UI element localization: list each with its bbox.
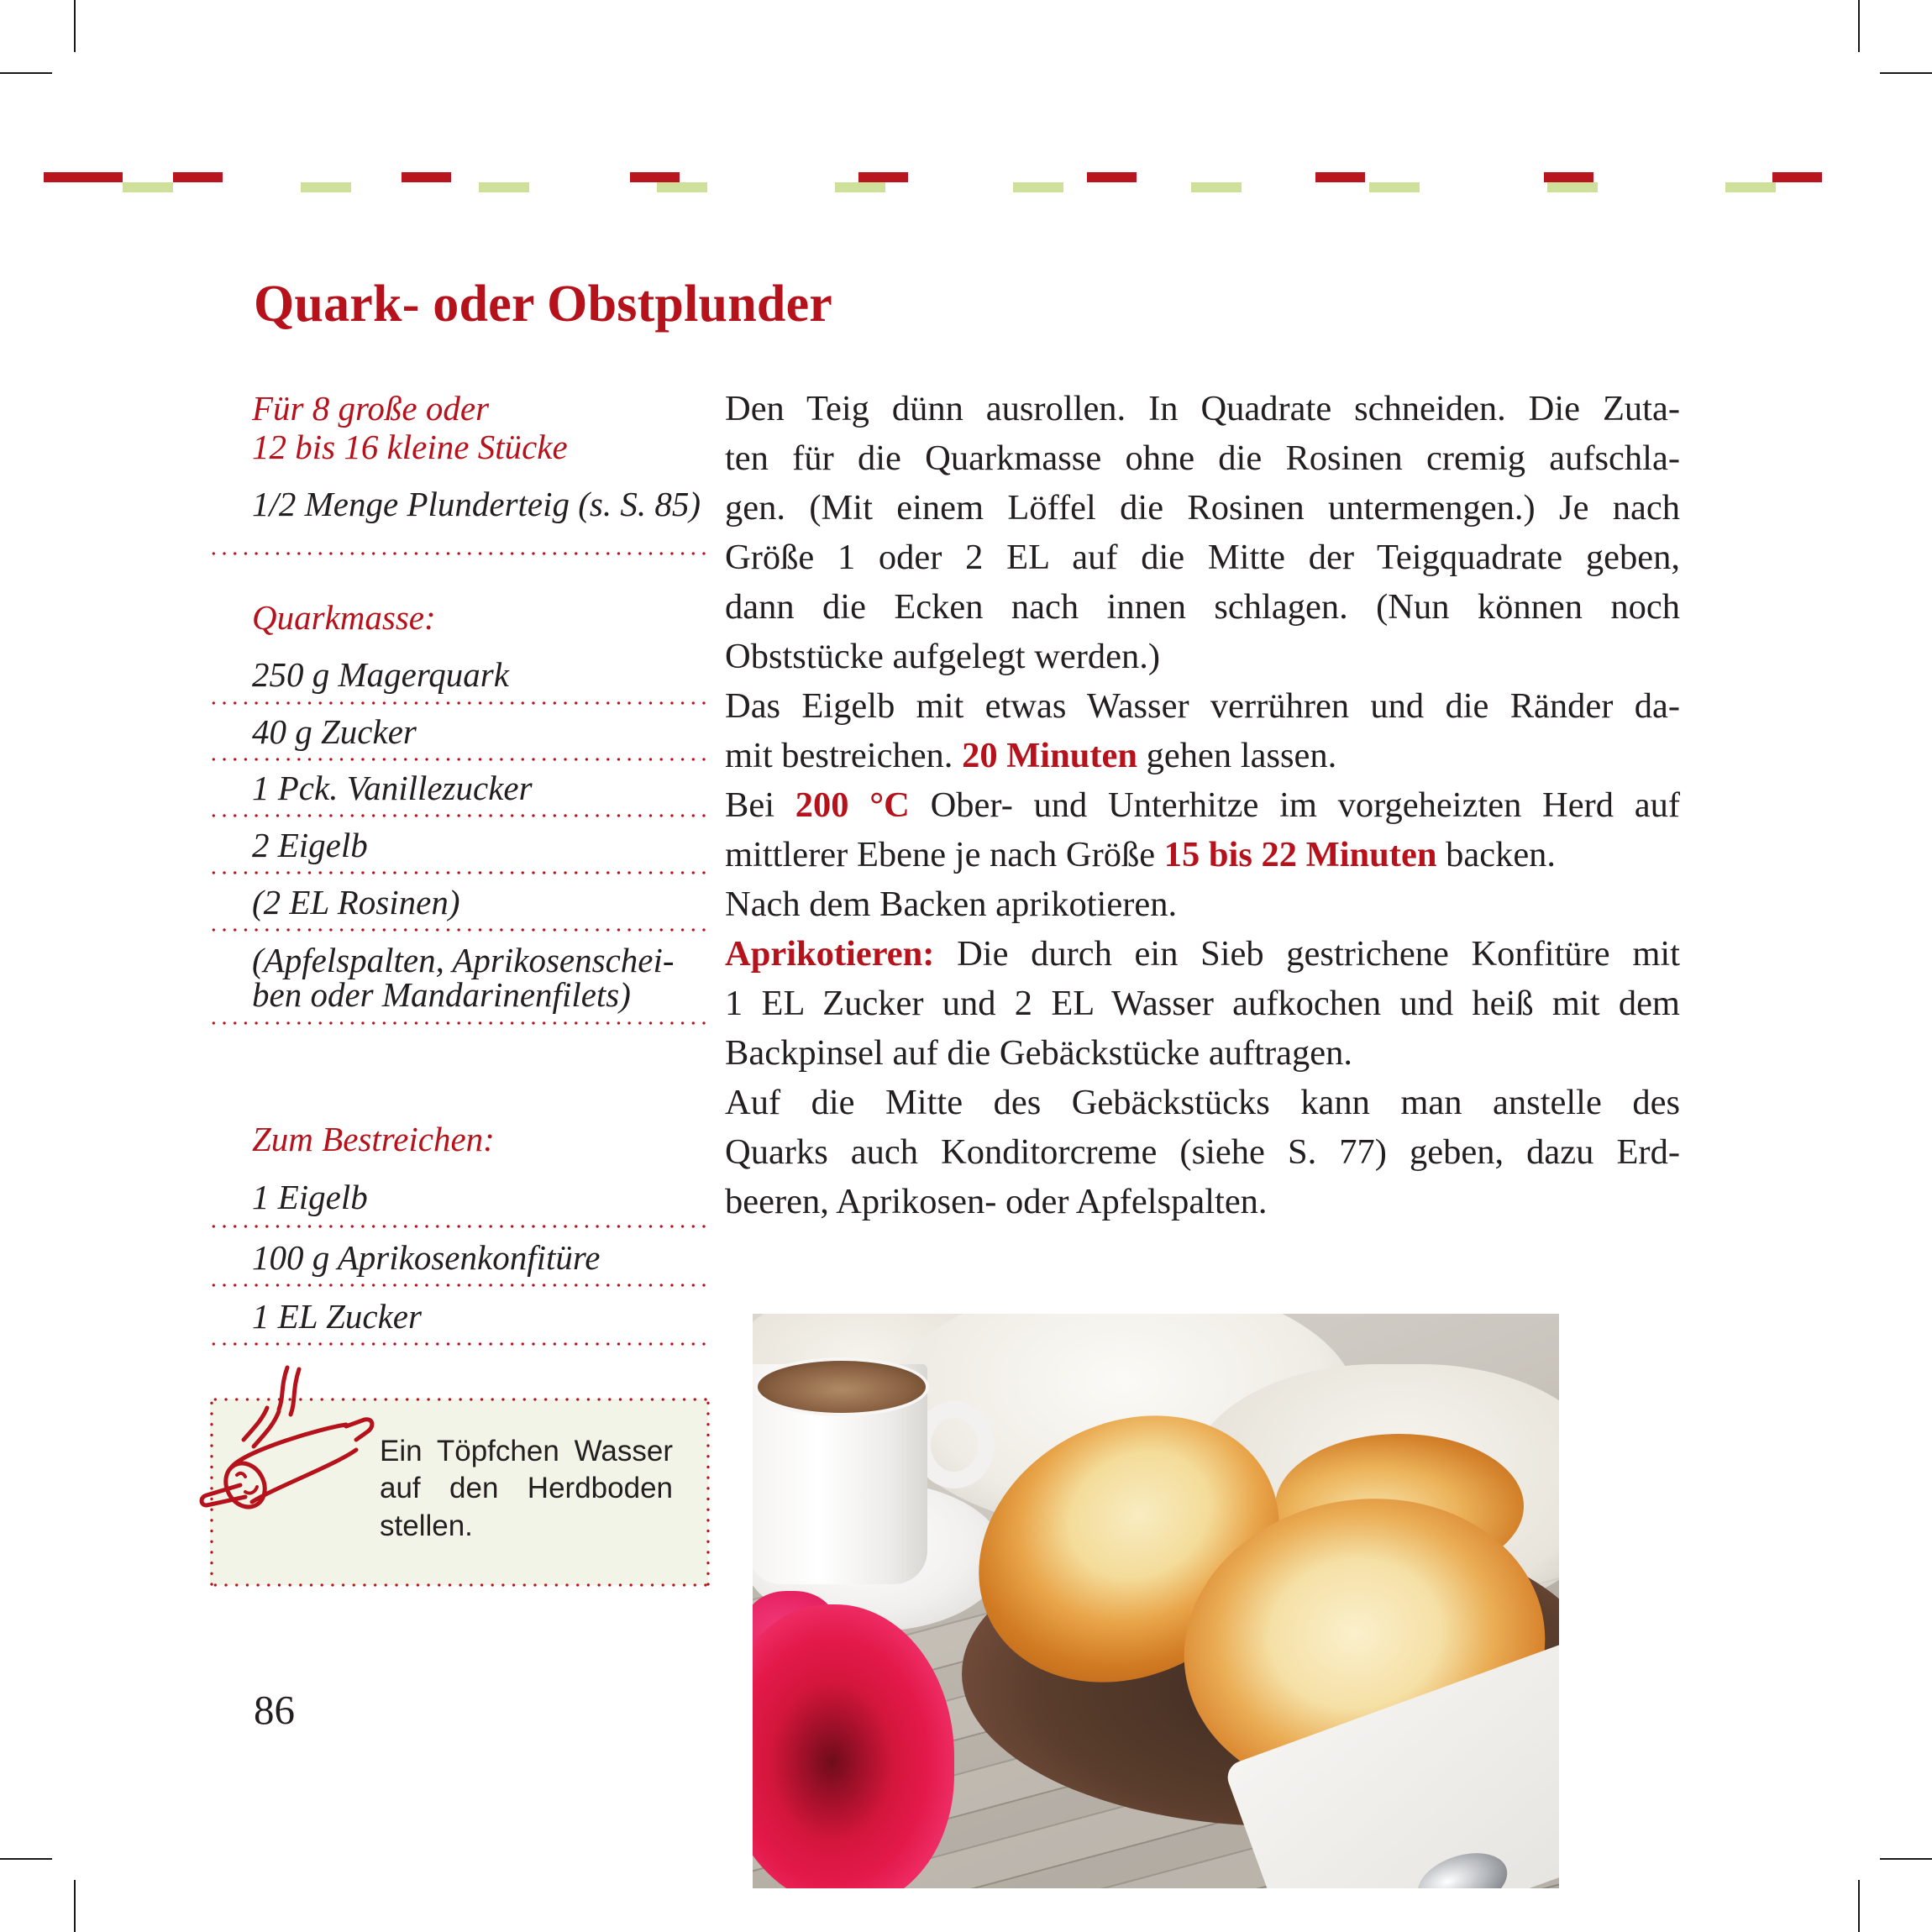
section-heading-quarkmasse: Quarkmasse:: [252, 598, 436, 637]
ingredient-item: 2 Eigelb: [252, 826, 368, 864]
crop-mark: [1858, 0, 1860, 52]
recipe-photo: [753, 1314, 1559, 1888]
instruction-text: Die durch ein Sieb gestrichene Konfitüre mit: [934, 934, 1680, 974]
ingredient-item: (2 EL Rosinen): [252, 883, 460, 921]
tip-box-border: [706, 1398, 710, 1587]
coffee: [754, 1357, 929, 1416]
instruction-line: Quarks auch Konditorcreme (siehe S. 77) geben, dazu Erd-: [725, 1132, 1680, 1172]
instruction-line: dann die Ecken nach innen schlagen. (Nun können noch: [725, 587, 1680, 627]
instruction-line: Nach dem Backen aprikotieren.: [725, 885, 1178, 924]
instruction-line: Obststücke aufgelegt werden.): [725, 637, 1161, 676]
instruction-line: Auf die Mitte des Gebäckstücks kann man anstelle des: [725, 1083, 1680, 1122]
instruction-text: Ober- und Unterhitze im vorgeheizten Herd auf: [909, 785, 1680, 825]
dotted-divider: [208, 871, 709, 874]
instruction-text: gehen lassen.: [1137, 736, 1337, 775]
instruction-text: mittlerer Ebene je nach Größe: [725, 835, 1164, 874]
ingredient-item: 1 EL Zucker: [252, 1297, 422, 1336]
tip-text-line: auf den Herdboden: [380, 1472, 673, 1504]
instruction-text: mit bestreichen.: [725, 736, 963, 775]
highlight-rise-time: 20 Minuten: [962, 736, 1138, 775]
ingredient-item: 40 g Zucker: [252, 712, 417, 751]
highlight-aprikotieren: Aprikotieren:: [725, 934, 935, 974]
ingredient-dough: 1/2 Menge Plunderteig (s. S. 85): [252, 485, 701, 523]
ingredient-item: 250 g Magerquark: [252, 655, 509, 694]
decorative-border-band: [44, 172, 1859, 192]
dotted-divider: [208, 928, 709, 932]
page-number: 86: [254, 1687, 295, 1733]
ingredient-item: (Apfelspalten, Aprikosenschei-: [252, 941, 675, 979]
crop-mark: [1880, 1858, 1932, 1860]
highlight-bake-time: 15 bis 22 Minuten: [1163, 835, 1437, 874]
instruction-line: beeren, Aprikosen- oder Apfelspalten.: [725, 1182, 1268, 1221]
dotted-divider: [208, 1021, 709, 1025]
dotted-divider: [208, 814, 709, 817]
ingredient-item: 100 g Aprikosenkonfitüre: [252, 1238, 601, 1277]
crop-mark: [1858, 1880, 1860, 1932]
instruction-line: Das Eigelb mit etwas Wasser verrühren und die Ränder da-: [725, 686, 1680, 726]
crop-mark: [74, 0, 76, 52]
ingredient-item: 1 Eigelb: [252, 1178, 368, 1216]
instruction-line: Den Teig dünn ausrollen. In Quadrate schneiden. Die Zuta-: [725, 389, 1680, 428]
dotted-divider: [208, 758, 709, 761]
instructions-text: [725, 384, 1680, 1226]
tip-box-border: [210, 1583, 711, 1587]
instruction-line: [725, 929, 1680, 979]
instruction-line: ten für die Quarkmasse ohne die Rosinen cremig aufschla-: [725, 438, 1680, 478]
highlight-temperature: 200 °C: [795, 785, 910, 825]
instruction-line: Backpinsel auf die Gebäckstücke auftragen.: [725, 1033, 1352, 1073]
recipe-title: Quark- oder Obstplunder: [254, 276, 833, 333]
instruction-line: [725, 780, 1680, 830]
instruction-line: [725, 731, 1680, 780]
tip-text-line: Ein Töpfchen Wasser: [380, 1435, 673, 1467]
instruction-text: Bei: [725, 785, 795, 825]
dotted-divider: [208, 1225, 709, 1228]
crop-mark: [0, 1858, 52, 1860]
yield-line: Für 8 große oder: [252, 389, 490, 428]
ingredient-item: 1 Pck. Vanillezucker: [252, 769, 533, 807]
crop-mark: [1880, 72, 1932, 74]
dotted-divider: [208, 1342, 709, 1346]
band-green-row: [44, 182, 1859, 192]
instruction-line: Größe 1 oder 2 EL auf die Mitte der Teigquadrate geben,: [725, 538, 1680, 577]
dotted-divider: [208, 701, 709, 705]
dotted-divider: [208, 552, 709, 555]
section-heading-bestreichen: Zum Bestreichen:: [252, 1120, 495, 1158]
yield-line: 12 bis 16 kleine Stücke: [252, 428, 568, 466]
instruction-line: gen. (Mit einem Löffel die Rosinen untermengen.) Je nach: [725, 488, 1680, 528]
tip-text-line: stellen.: [380, 1509, 473, 1542]
crop-mark: [0, 72, 52, 74]
instruction-line: 1 EL Zucker und 2 EL Wasser aufkochen und heiß mit dem: [725, 984, 1680, 1023]
dotted-divider: [208, 1284, 709, 1287]
rolling-pin-icon: [197, 1359, 375, 1510]
ingredient-item: ben oder Mandarinenfilets): [252, 975, 631, 1014]
instruction-text: backen.: [1436, 835, 1557, 874]
band-red-row: [44, 172, 1859, 182]
crop-mark: [74, 1880, 76, 1932]
instruction-line: [725, 830, 1680, 879]
